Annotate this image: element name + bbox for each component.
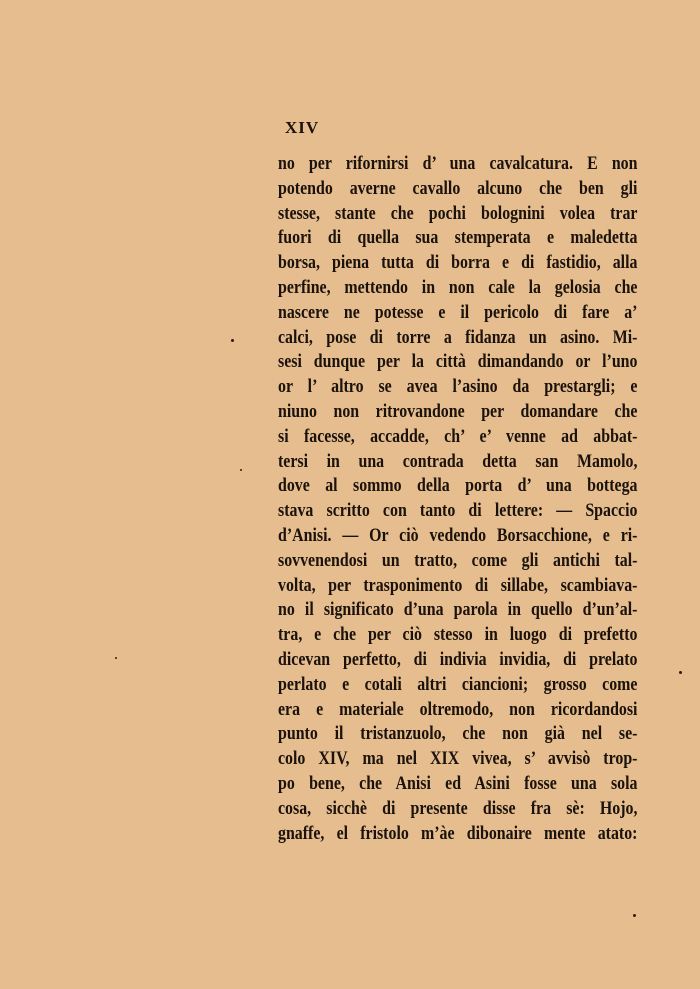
text-line: tersi in una contrada detta san Mamolo,	[278, 451, 638, 472]
print-speck	[240, 469, 242, 471]
text-line: dove al sommo della porta d’ una bottega	[278, 476, 638, 497]
text-line: po bene, che Anisi ed Asini fosse una sola	[278, 773, 638, 794]
page-number: XIV	[285, 118, 320, 137]
text-line: si facesse, accadde, ch’ e’ venne ad abbat-	[278, 426, 638, 447]
text-line: fuori di quella sua stemperata e maledetta	[278, 228, 638, 249]
text-line: d’Anisi. — Or ciò vedendo Borsacchione, e ri-	[278, 525, 638, 546]
text-line: cosa, sicchè di presente disse fra sè: Hojo,	[278, 798, 638, 819]
text-line: volta, per trasponimento di sillabe, scambiava-	[278, 575, 638, 596]
text-line: era e materiale oltremodo, non ricordandosi	[278, 699, 638, 720]
print-speck	[633, 914, 636, 917]
text-line: sovvenendosi un tratto, come gli antichi tal-	[278, 550, 638, 571]
text-line: or l’ altro se avea l’asino da prestargli; e	[278, 377, 638, 398]
text-line: perfine, mettendo in non cale la gelosia che	[278, 277, 638, 298]
text-line: niuno non ritrovandone per domandare che	[278, 401, 638, 422]
text-line: tra, e che per ciò stesso in luogo di prefetto	[278, 625, 638, 646]
print-speck	[679, 671, 682, 674]
text-line: no per rifornirsi d’ una cavalcatura. E non	[278, 154, 638, 174]
print-speck	[231, 339, 234, 342]
text-line: sesi dunque per la città dimandando or l’uno	[278, 352, 638, 373]
body-text	[278, 152, 638, 846]
text-line: punto il tristanzuolo, che non già nel se-	[278, 724, 638, 745]
text-line: dicevan perfetto, di indivia invidia, di prelato	[278, 649, 638, 670]
text-line: perlato e cotali altri ciancioni; grosso come	[278, 674, 638, 695]
text-line: no il significato d’una parola in quello d’un’al-	[278, 600, 638, 621]
print-speck	[115, 657, 117, 659]
text-line: borsa, piena tutta di borra e di fastidio, alla	[278, 253, 638, 274]
text-line: stesse, stante che pochi bolognini volea trar	[278, 203, 638, 224]
text-line: nascere ne potesse e il pericolo di fare a’	[278, 302, 638, 323]
text-line: potendo averne cavallo alcuno che ben gli	[278, 178, 638, 199]
text-line: gnaffe, el fristolo m’àe dibonaire mente atato:	[278, 823, 638, 844]
text-line: calci, pose di torre a fidanza un asino. Mi-	[278, 327, 638, 348]
text-line: stava scritto con tanto di lettere: — Spaccio	[278, 501, 638, 522]
text-line: colo XIV, ma nel XIX vivea, s’ avvisò trop-	[278, 749, 638, 770]
